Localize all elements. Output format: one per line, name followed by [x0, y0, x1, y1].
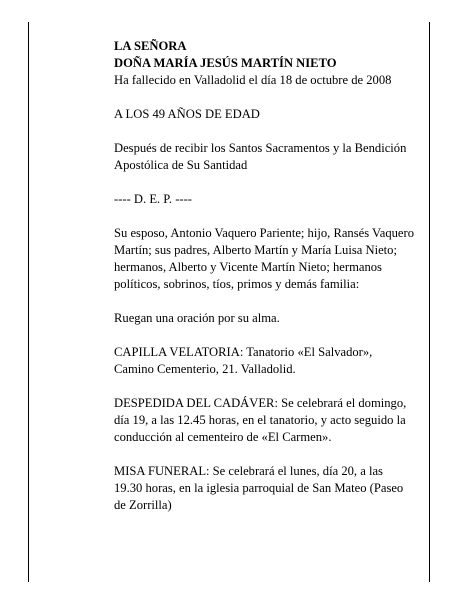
chapel-paragraph: CAPILLA VELATORIA: Tanatorio «El Salvador», Camino Cementerio, 21. Valladolid. — [114, 345, 373, 376]
family-paragraph: Su esposo, Antonio Vaquero Pariente; hijo, Ransés Vaquero Martín; sus padres, Alberto Martín y María Luisa Nieto; hermanos, Alberto y Vicente Martín Nieto; hermanos políticos, sobrinos, tíos, primos y demás familia: — [114, 226, 415, 291]
prayer-line: Ruegan una oración por su alma. — [114, 311, 280, 325]
mass-paragraph: MISA FUNERAL: Se celebrará el lunes, día 20, a las 19.30 horas, en la iglesia parroquial de San Mateo (Paseo de Zorrilla) — [114, 464, 404, 512]
farewell-paragraph: DESPEDIDA DEL CADÁVER: Se celebrará el domingo, día 19, a las 12.45 horas, en el tanatorio, y acto seguido la conducción al cementeiro de «El Carmen». — [114, 396, 407, 444]
rip-line: ---- D. E. P. ---- — [114, 192, 192, 206]
death-info: Ha fallecido en Valladolid el día 18 de octubre de 2008 — [114, 73, 392, 87]
page-border-right — [429, 22, 430, 582]
age-line: A LOS 49 AÑOS DE EDAD — [114, 107, 260, 121]
notice-title-line1: LA SEÑORA — [114, 39, 187, 53]
sacraments-paragraph: Después de recibir los Santos Sacramentos y la Bendición Apostólica de Su Santidad — [114, 141, 407, 172]
page-border-left — [28, 22, 29, 582]
obituary-notice — [114, 38, 414, 514]
notice-title-name: DOÑA MARÍA JESÚS MARTÍN NIETO — [114, 56, 337, 70]
